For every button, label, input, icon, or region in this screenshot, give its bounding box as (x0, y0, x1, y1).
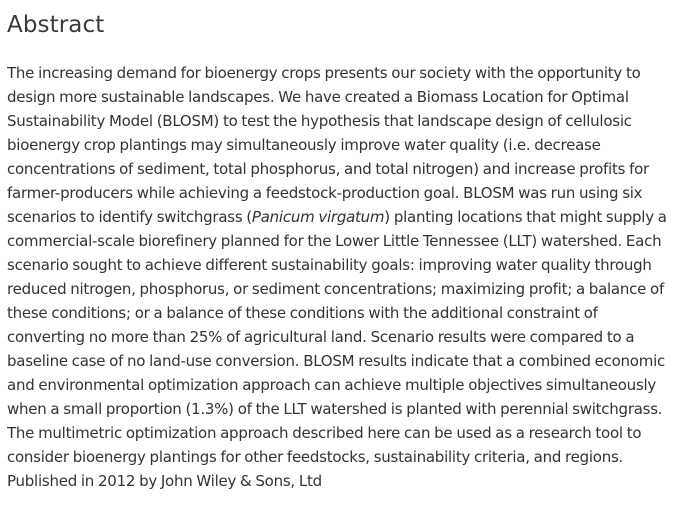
abstract-paragraph (7, 61, 672, 493)
abstract-text-part-1: The increasing demand for bioenergy crops presents our society with the opportunity to design more sustainable landscapes. We have created a Biomass Location for Optimal Sustainability Model (BLOSM) to test the hypothesis that landscape design of cellulosic bioenergy crop plantings may simultaneously improve water quality (i.e. decrease concentrations of sediment, total phosphorus, and total nitrogen) and increase profits for farmer-producers while achieving a feedstock-production goal. BLOSM was run using six scenarios to identify switchgrass ( (7, 64, 649, 226)
abstract-text-part-2: ) planting locations that might supply a commercial-scale biorefinery planned for the Lower Little Tennessee (LLT) watershed. Each scenario sought to achieve different sustainability goals: improving water quality through reduced nitrogen, phosphorus, or sediment concentrations; maximizing profit; a balance of these conditions; or a balance of these conditions with the additional constraint of converting no more than 25% of agricultural land. Scenario results were compared to a baseline case of no land-use conversion. BLOSM results indicate that a combined economic and environmental optimization approach can achieve multiple objectives simultaneously when a small proportion (1.3%) of the LLT watershed is planted with perennial switchgrass. The multimetric optimization approach described here can be used as a research tool to consider bioenergy plantings for other feedstocks, sustainability criteria, and regions. Published in 2012 by John Wiley & Sons, Ltd (7, 208, 667, 490)
species-name-italic: Panicum virgatum (251, 208, 385, 226)
section-heading: Abstract (7, 12, 105, 38)
